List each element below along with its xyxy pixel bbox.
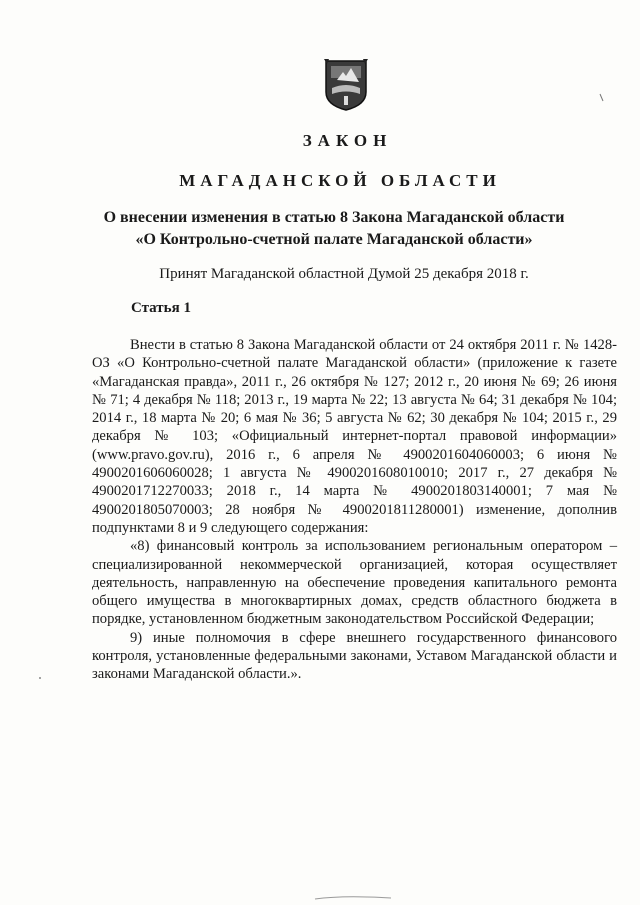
law-subject-line1: О внесении изменения в статью 8 Закона Магаданской области: [103, 209, 565, 226]
article-paragraph-item-8: «8) финансовый контроль за использованием региональным оператором – специализированной некоммерческой организацией, которая осуществляет деятельность, направленную на обеспечение проведения капитального ремонта общего имущества в многоквартирных домах, средств областного бюджета в порядке, установленном бюджетным законодательством Российской Федерации;: [92, 538, 617, 628]
scan-speck-icon: [38, 676, 42, 680]
law-subject: [0, 207, 640, 251]
scan-speck-icon: [598, 92, 606, 104]
article-body: [92, 336, 617, 684]
article-paragraph-main: Внести в статью 8 Закона Магаданской области от 24 октября 2011 г. № 1428-ОЗ «О Контрольно-счетной палате Магаданской области» (приложение к газете «Магаданская правда», 2011 г., 26 октября № 127; 2012 г., 20 июня № 69; 26 июня № 71; 4 декабря № 118; 2013 г., 19 марта № 22; 13 августа № 64; 31 декабря № 104; 2014 г., 18 марта № 20; 6 мая № 36; 5 августа № 62; 30 декабря № 104; 2015 г., 29 декабря № 103; «Официальный интернет-портал правовой информации» (www.pravo.gov.ru), 2016 г., 6 апреля № 4900201604060003; 6 июня № 4900201606060028; 1 августа № 4900201608010010; 2017 г., 27 декабря № 4900201712270033; 2018 г., 14 марта № 4900201803140001; 7 мая № 4900201805070003; 28 ноября № 4900201811280001) изменение, дополнив подпунктами 8 и 9 следующего содержания:: [92, 337, 617, 536]
region-title: МАГАДАНСКОЙ ОБЛАСТИ: [179, 171, 501, 190]
coat-of-arms-icon: [323, 58, 369, 112]
adoption-note: Принят Магаданской областной Думой 25 декабря 2018 г.: [159, 266, 529, 282]
scan-edge-mark-icon: [313, 893, 393, 901]
article-heading: Статья 1: [131, 300, 191, 316]
law-subject-line2: «О Контрольно-счетной палате Магаданской области»: [135, 231, 533, 248]
document-type-title: ЗАКОН: [302, 131, 393, 150]
article-paragraph-item-9: 9) иные полномочия в сфере внешнего государственного финансового контроля, установленные федеральными законами, Уставом Магаданской области и законами Магаданской области.».: [92, 629, 617, 683]
